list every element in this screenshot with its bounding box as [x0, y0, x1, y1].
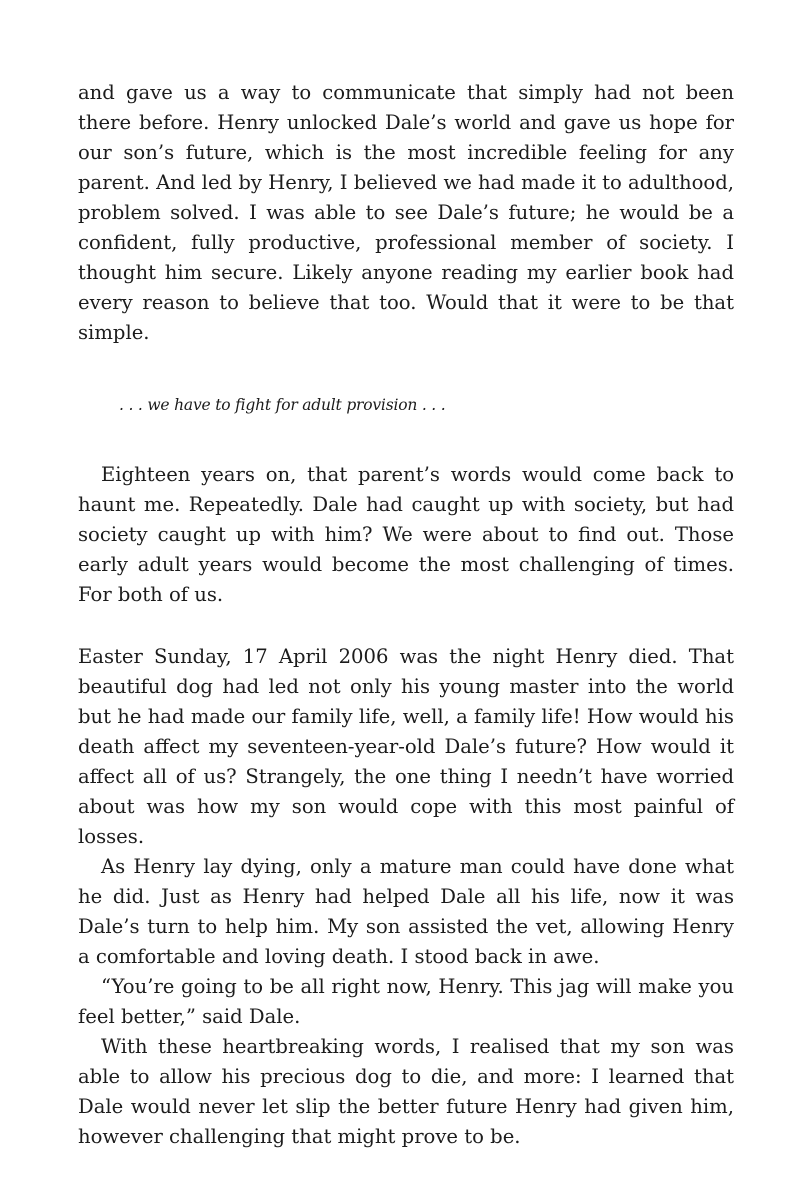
pull-quote: . . . we have to fight for adult provision . . .	[119, 396, 446, 414]
book-page	[78, 78, 734, 1152]
paragraph: With these heartbreaking words, I realised that my son was able to allow his precious dog to die, and more: I learned that Dale would never let slip the better future Henry had given him, however challenging that might prove to be.	[78, 1035, 734, 1148]
paragraph: Easter Sunday, 17 April 2006 was the night Henry died. That beautiful dog had led not only his young master into the world but he had made our family life, well, a family life! How would his death affect my seventeen-year-old Dale’s future? How would it affect all of us? Strangely, the one thing I needn’t have worried about was how my son would cope with this most painful of losses.	[78, 645, 734, 848]
paragraph: As Henry lay dying, only a mature man could have done what he did. Just as Henry had helped Dale all his life, now it was Dale’s turn to help him. My son assisted the vet, allowing Henry a comfortable and loving death. I stood back in awe.	[78, 855, 734, 968]
paragraph: Eighteen years on, that parent’s words would come back to haunt me. Repeatedly. Dale had caught up with society, but had society caught up with him? We were about to find out. Those early adult years would become the most challenging of times. For both of us.	[78, 463, 734, 606]
paragraph: and gave us a way to communicate that simply had not been there before. Henry unlocked Dale’s world and gave us hope for our son’s future, which is the most incredible feeling for any parent. And led by Henry, I believed we had made it to adulthood, problem solved. I was able to see Dale’s future; he would be a confident, fully productive, professional member of society. I thought him secure. Likely anyone reading my earlier book had every reason to believe that too. Would that it were to be that simple.	[78, 81, 734, 344]
section-break	[78, 610, 734, 642]
paragraph: “You’re going to be all right now, Henry. This jag will make you feel better,” said Dale.	[78, 975, 734, 1028]
